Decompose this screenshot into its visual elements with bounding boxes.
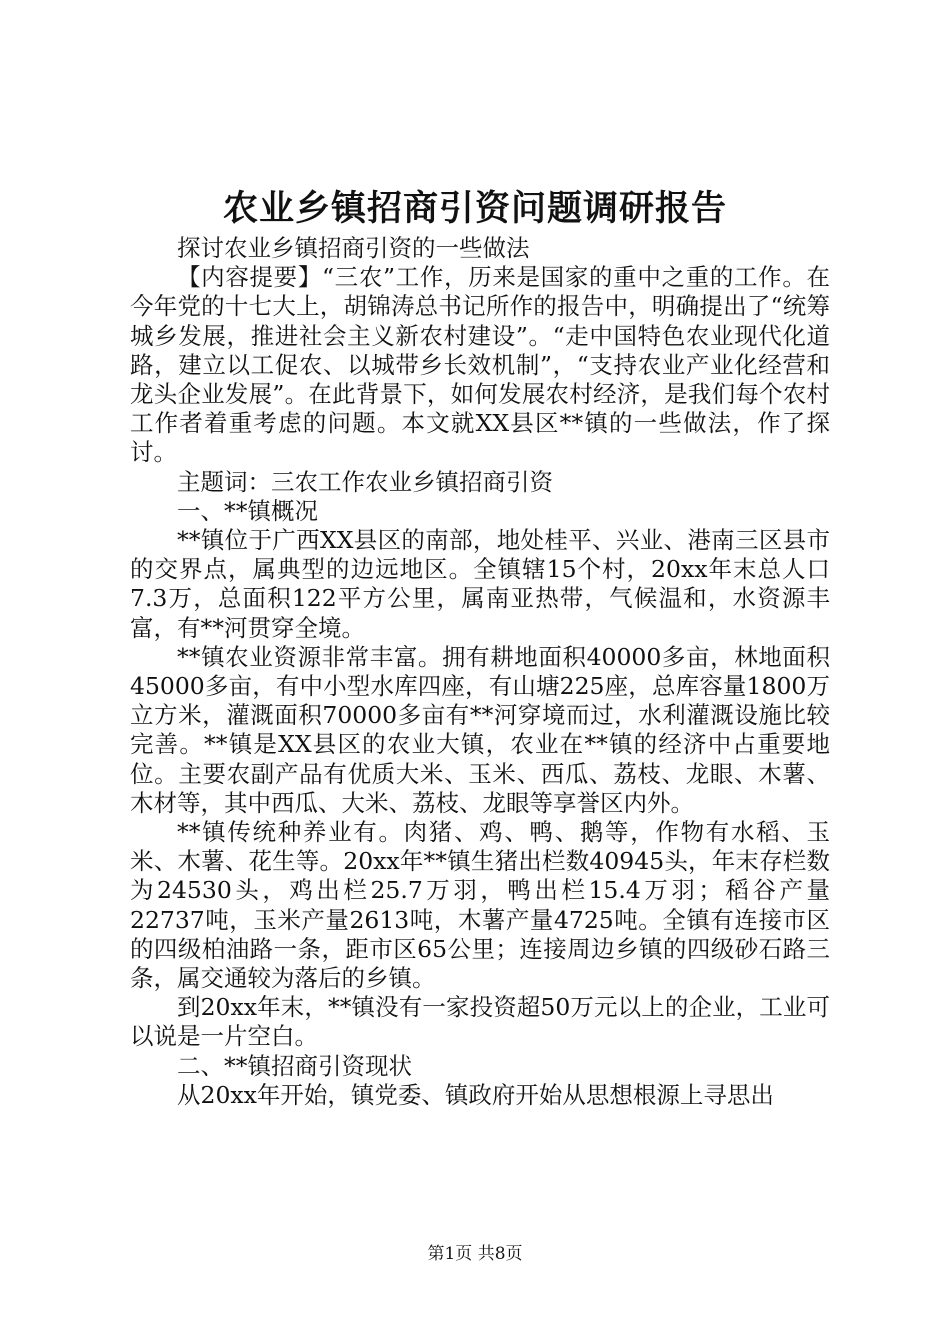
paragraph-farming: **镇传统种养业有。肉猪、鸡、鸭、鹅等，作物有水稻、玉米、木薯、花生等。20xx年**镇生猪出栏数40945头，年末存栏数为24530头，鸡出栏25.7万羽，鸭出栏15.4万羽；稻谷产量22737吨，玉米产量2613吨，木薯产量4725吨。全镇有连接市区的四级柏油路一条，距市区65公里；连接周边乡镇的四级砂石路三条，属交通较为落后的乡镇。 bbox=[130, 818, 830, 993]
paragraph-agriculture: **镇农业资源非常丰富。拥有耕地面积40000多亩，林地面积45000多亩，有中小型水库四座，有山塘225座，总库容量1800万立方米，灌溉面积70000多亩有**河穿境而过，水利灌溉设施比较完善。**镇是XX县区的农业大镇，农业在**镇的经济中占重要地位。主要农副产品有优质大米、玉米、西瓜、荔枝、龙眼、木薯、木材等，其中西瓜、大米、荔枝、龙眼等享誉区内外。 bbox=[130, 642, 830, 817]
paragraph-industry: 到20xx年末，**镇没有一家投资超50万元以上的企业，工业可以说是一片空白。 bbox=[130, 993, 830, 1051]
paragraph-abstract: 【内容提要】“三农”工作，历来是国家的重中之重的工作。在今年党的十七大上，胡锦涛总书记所作的报告中，明确提出了“统筹城乡发展，推进社会主义新农村建设”。“走中国特色农业现代化道路，建立以工促农、以城带乡长效机制”，“支持农业产业化经营和龙头企业发展”。在此背景下，如何发展农村经济，是我们每个农村工作者着重考虑的问题。本文就XX县区**镇的一些做法，作了探讨。 bbox=[130, 263, 830, 467]
paragraph-location: **镇位于广西XX县区的南部，地处桂平、兴业、港南三区县市的交界点，属典型的边远地区。全镇辖15个村，20xx年末总人口7.3万，总面积122平方公里，属南亚热带，气候温和，水资源丰富，有**河贯穿全境。 bbox=[130, 526, 830, 642]
document-body bbox=[130, 234, 830, 1110]
section-heading-overview: 一、**镇概况 bbox=[177, 496, 318, 525]
page-number: 第1页 共8页 bbox=[427, 1244, 523, 1264]
paragraph-investment-start: 从20xx年开始，镇党委、镇政府开始从思想根源上寻思出 bbox=[177, 1080, 774, 1109]
paragraph-keywords: 主题词：三农工作农业乡镇招商引资 bbox=[177, 467, 553, 496]
document-title: 农业乡镇招商引资问题调研报告 bbox=[222, 188, 727, 229]
paragraph-subtitle: 探讨农业乡镇招商引资的一些做法 bbox=[177, 234, 530, 262]
section-heading-investment: 二、**镇招商引资现状 bbox=[177, 1051, 412, 1080]
